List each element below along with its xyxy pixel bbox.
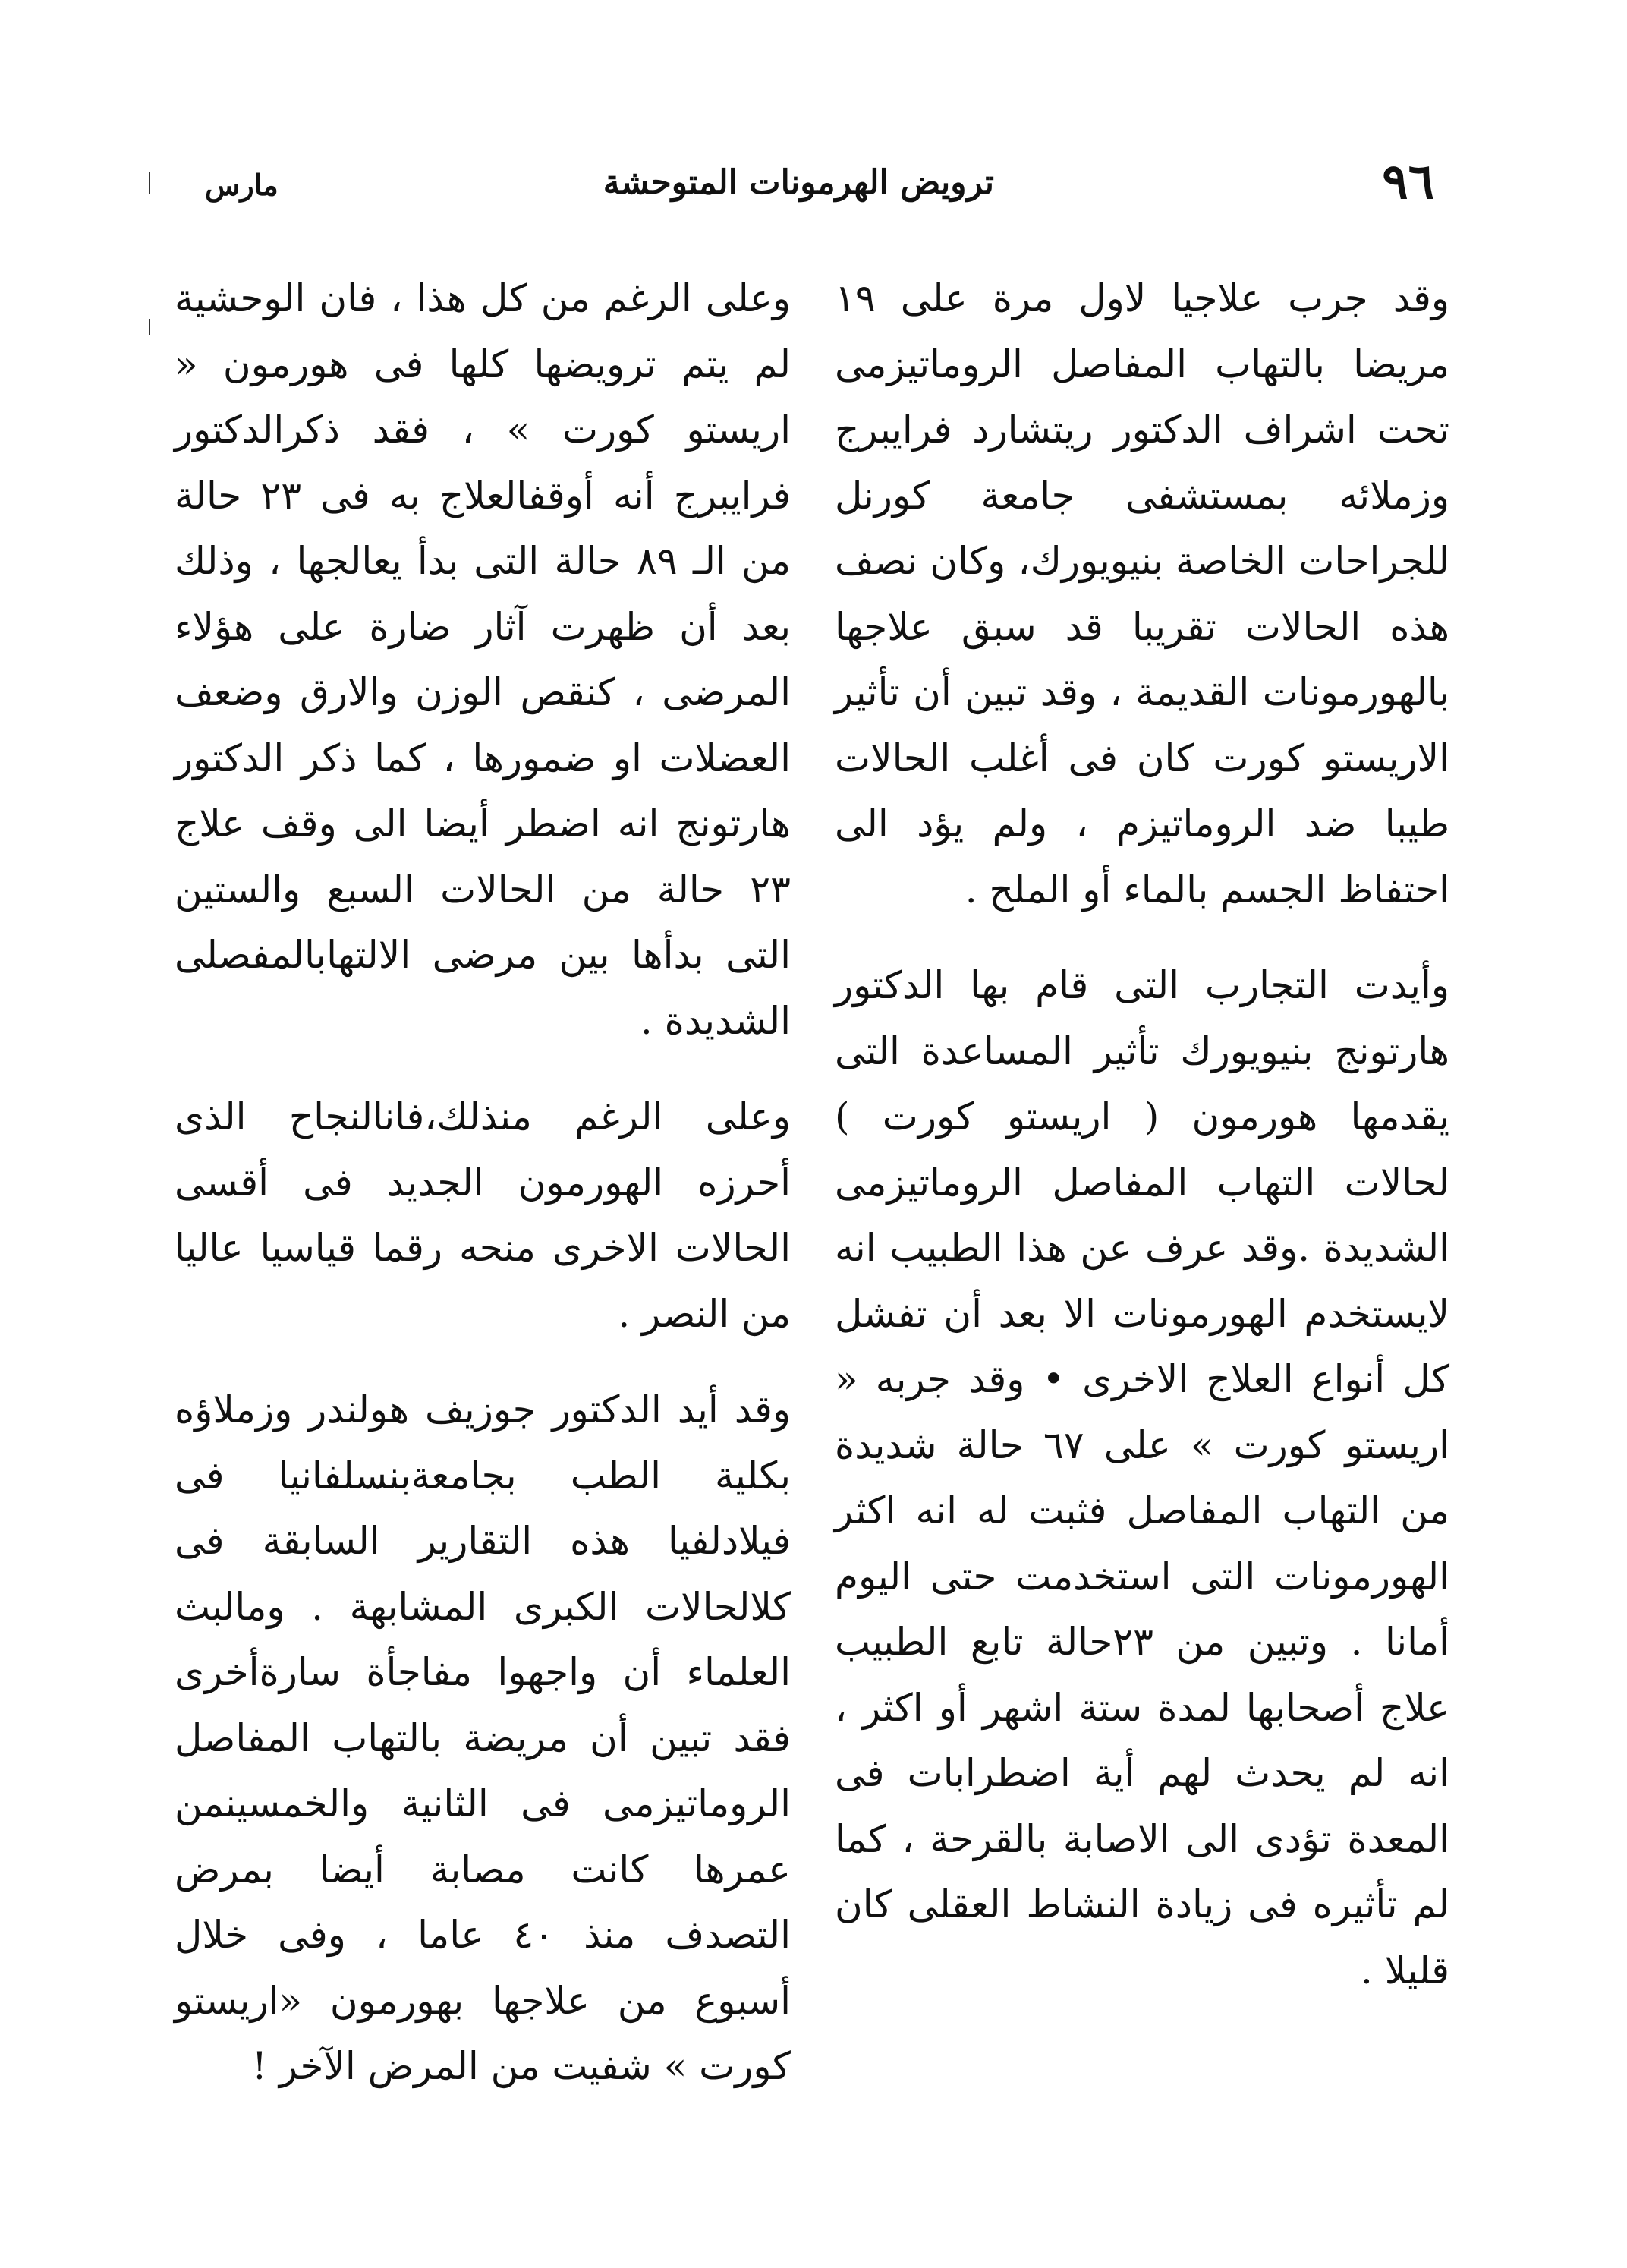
paragraph: وعلى الرغم منذلك،فانالنجاح الذى أحرزه الهورمون الجديد فى أقسى الحالات الاخرى منحه رقما قياسيا عاليا من النصر . bbox=[175, 1095, 791, 1336]
paragraph: وقد جرب علاجيا لاول مرة على ١٩ مريضا بالتهاب المفاصل الروماتيزمى تحت اشراف الدكتور ريتشارد فرايبرج وزملائه بمستشفى جامعة كورنل للجراحات الخاصة بنيويورك، وكان نصف هذه الحالات تقريبا قد سبق علاجها بالهورمونات القديمة ، وقد تبين أن تأثير الاريستو كورت كان فى أغلب الحالات طيبا ضد الروماتيزم ، ولم يؤد الى احتفاظ الجسم بالماء أو الملح . bbox=[835, 276, 1449, 912]
issue-month: مارس bbox=[205, 168, 279, 202]
page-number: ٩٦ bbox=[1382, 153, 1434, 210]
paragraph: وأيدت التجارب التى قام بها الدكتور هارتونج بنيويورك تأثير المساعدة التى يقدمها هورمون ( اريستو كورت ) لحالات التهاب المفاصل الروماتيزمى الشديدة .وقد عرف عن هذا الطبيب انه لايستخدم الهورمونات الا بعد أن تفشل كل أنواع العلاج الاخرى • وقد جربه « اريستو كورت » على ٦٧ حالة شديدة من التهاب المفاصل فثبت له انه اكثر الهورمونات التى استخدمت حتى اليوم أمانا . وتبين من ٢٣حالة تابع الطبيب علاج أصحابها لمدة ستة اشهر أو اكثر ، انه لم يحدث لهم أية اضطرابات فى المعدة تؤدى الى الاصابة بالقرحة ، كما لم تأثيره فى زيادة النشاط العقلى كان قليلا . bbox=[835, 963, 1450, 1992]
paragraph: وقد أيد الدكتور جوزيف هولندر وزملاؤه بكلية الطب بجامعةبنسلفانيا فى فيلادلفيا هذه التقارير السابقة فى كلالحالات الكبرى المشابهة . ومالبث العلماء أن واجهوا مفاجأة سارةأخرى فقد تبين أن مريضة بالتهاب المفاصل الروماتيزمى فى الثانية والخمسينمن عمرها كانت مصابة أيضا بمرض التصدف منذ ٤٠ عاما ، وفى خلال أسبوع من علاجها بهورمون «اريستو كورت » شفيت من المرض الآخر ! bbox=[175, 1388, 791, 2088]
paragraph: وعلى الرغم من كل هذا ، فان الوحشية لم يتم ترويضها كلها فى هورمون « اريستو كورت » ، فقد ذكرالدكتور فرايبرج أنه أوقفالعلاج به فى ٢٣ حالة من الـ ٨٩ حالة التى بدأ يعالجها ، وذلك بعد أن ظهرت آثار ضارة على هؤلاء المرضى ، كنقص الوزن والارق وضعف العضلات او ضمورها ، كما ذكر الدكتور هارتونج انه اضطر أيضا الى وقف علاج ٢٣ حالة من الحالات السبع والستين التى بدأها بين مرضى الالتهابالمفصلى الشديدة . bbox=[175, 276, 791, 1043]
scan-edge-mark bbox=[149, 172, 150, 194]
text-column-left bbox=[175, 266, 791, 2099]
page-header bbox=[205, 152, 1434, 213]
scan-edge-mark bbox=[149, 319, 150, 335]
running-title: ترويض الهرمونات المتوحشة bbox=[603, 163, 994, 202]
text-column-right bbox=[835, 266, 1449, 2003]
